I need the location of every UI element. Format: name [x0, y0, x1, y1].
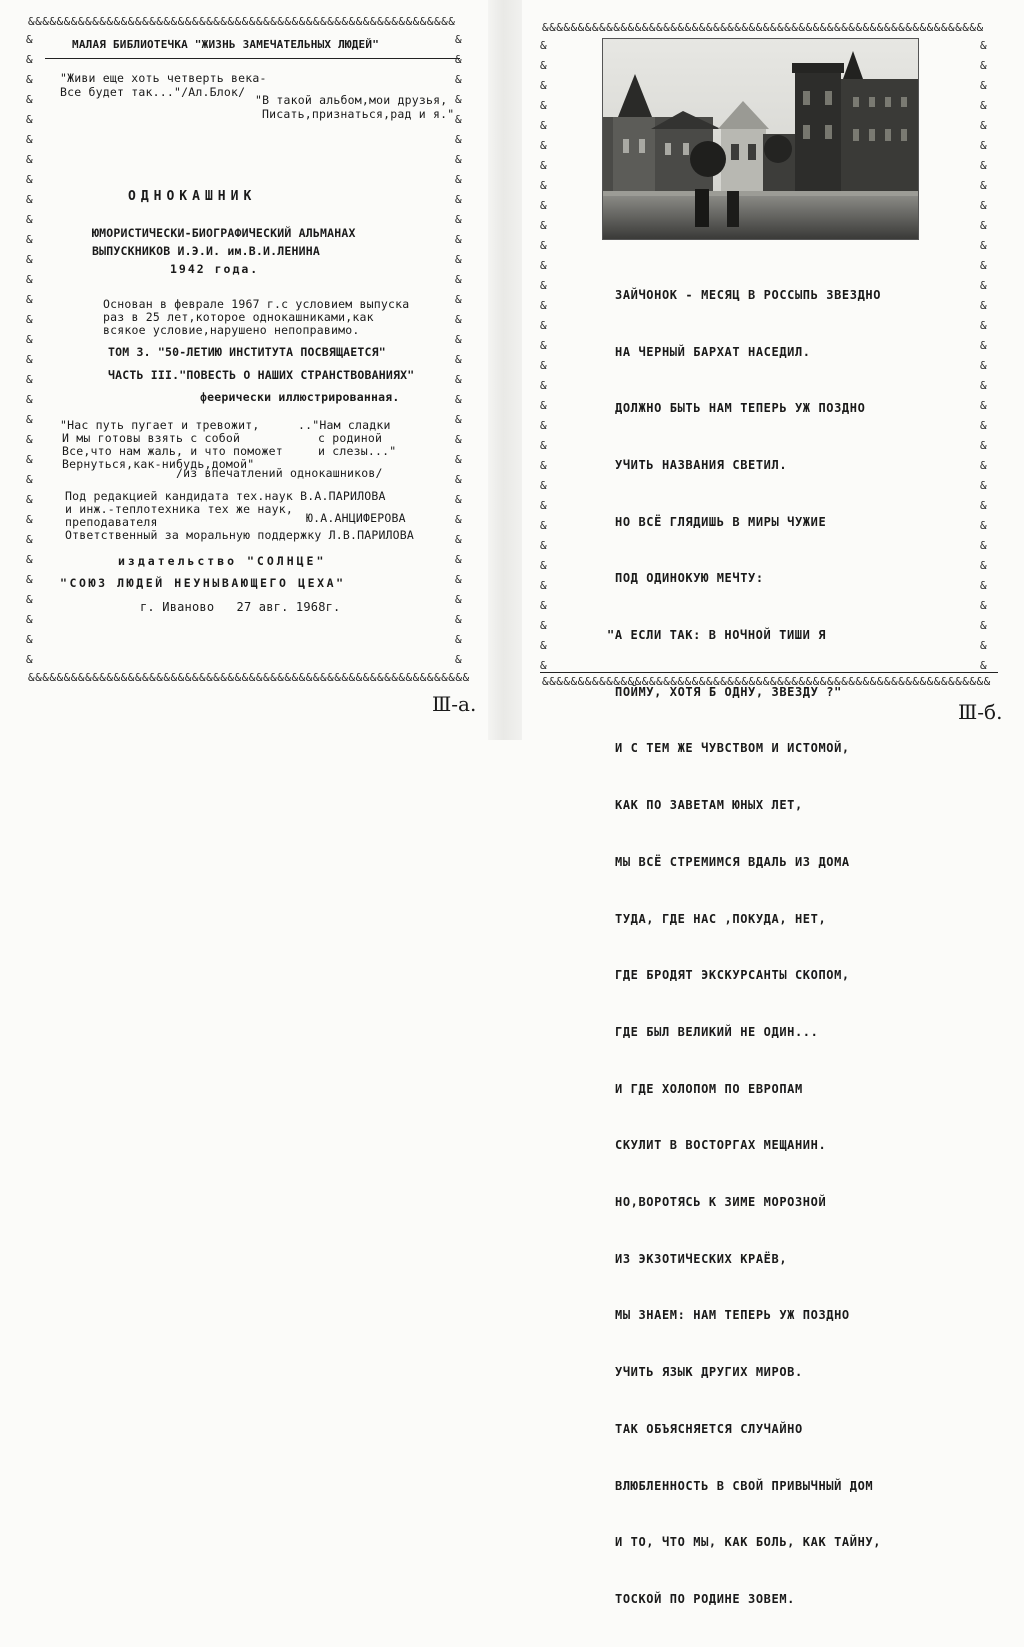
header-rule	[45, 58, 460, 59]
poem-line: НА ЧЕРНЫЙ БАРХАТ НАСЕДИЛ.	[615, 344, 811, 359]
poem-line: УЧИТЬ НАЗВАНИЯ СВЕТИЛ.	[615, 457, 788, 472]
founded-2: раз в 25 лет,которое однокашниками,как	[103, 310, 374, 324]
border-right: & & & & & & & & & & & & & & & & & & & & & & & & & & & & & & & &	[980, 39, 987, 672]
border-top: &&&&&&&&&&&&&&&&&&&&&&&&&&&&&&&&&&&&&&&&&&&&&&&&&&&&&&&&&&&&&&	[542, 21, 984, 34]
page-number-right: Ⅲ-б.	[958, 700, 1003, 724]
series-header: МАЛАЯ БИБЛИОТЕЧКА "ЖИЗНЬ ЗАМЕЧАТЕЛЬНЫХ ЛЮДЕЙ"	[72, 38, 380, 51]
book-gutter	[488, 0, 522, 740]
border-right: & & & & & & & & & & & & & & & & & & & & & & & & & & & & & & & &	[455, 33, 462, 666]
border-left: & & & & & & & & & & & & & & & & & & & & & & & & & & & & & & & &	[26, 33, 33, 666]
quote-right-2: с родиной	[318, 431, 383, 445]
border-left: & & & & & & & & & & & & & & & & & & & & & & & & & & & & & & & &	[540, 39, 547, 672]
poem-line: ТУДА, ГДЕ НАС ,ПОКУДА, НЕТ,	[615, 911, 827, 926]
epigraph-album-2: Писать,признаться,рад и я."	[262, 107, 455, 121]
poem-line: СКУЛИТ В ВОСТОРГАХ МЕЩАНИН.	[615, 1138, 827, 1153]
edited-by-3: преподавателя	[65, 515, 158, 529]
poem-line: ВЛЮБЛЕННОСТЬ В СВОЙ ПРИВЫЧНЫЙ ДОМ	[615, 1478, 874, 1493]
poem-line: ГДЕ БРОДЯТ ЭКСКУРСАНТЫ СКОПОМ,	[615, 968, 850, 983]
poem-line: ГДЕ БЫЛ ВЕЛИКИЙ НЕ ОДИН...	[615, 1024, 819, 1039]
poem-line: ИЗ ЭКЗОТИЧЕСКИХ КРАЁВ,	[615, 1251, 788, 1266]
poem-line: И ТО, ЧТО МЫ, КАК БОЛЬ, КАК ТАЙНУ,	[615, 1535, 882, 1550]
poem-line: ТАК ОБЪЯСНЯЕТСЯ СЛУЧАЙНО	[615, 1421, 803, 1436]
volume-line: ТОМ 3. "50-ЛЕТИЮ ИНСТИТУТА ПОСВЯЩАЕТСЯ"	[108, 345, 386, 359]
epigraph-blok-2: Все будет так..."/Ал.Блок/	[60, 85, 246, 99]
subtitle-3: 1942 года.	[170, 262, 260, 276]
edited-by-4: Ответственный за моральную поддержку Л.В.ПАРИЛОВА	[65, 528, 415, 542]
right-page	[520, 0, 1024, 1606]
poem-line: МЫ ВСЁ СТРЕМИМСЯ ВДАЛЬ ИЗ ДОМА	[615, 854, 850, 869]
quote-right-3: и слезы..."	[318, 444, 397, 458]
poem-line: "А ЕСЛИ ТАК: В НОЧНОЙ ТИШИ Я	[607, 628, 827, 643]
quote-left-3: Все,что нам жаль, и что поможет	[62, 444, 283, 458]
quote-left-4: Вернуться,как-нибудь,домой"	[62, 457, 255, 471]
quote-left-2: И мы готовы взять с собой	[62, 431, 241, 445]
poem-line: НО ВСЁ ГЛЯДИШЬ В МИРЫ ЧУЖИЕ	[615, 514, 827, 529]
almanac-title: ОДНОКАШНИК	[128, 189, 257, 204]
poem-line: И С ТЕМ ЖЕ ЧУВСТВОМ И ИСТОМОЙ,	[615, 741, 850, 756]
border-bottom: &&&&&&&&&&&&&&&&&&&&&&&&&&&&&&&&&&&&&&&&&&&&&&&&&&&&&&&&&&&&&&&	[542, 675, 991, 688]
poem	[607, 248, 882, 1647]
founded-1: Основан в феврале 1967 г.с условием выпуска	[103, 297, 410, 311]
epigraph-blok-1: "Живи еще хоть четверть века-	[60, 71, 267, 85]
castle-photo	[602, 38, 919, 240]
poem-line: ДОЛЖНО БЫТЬ НАМ ТЕПЕРЬ УЖ ПОЗДНО	[615, 401, 866, 416]
poem-line: ТОСКОЙ ПО РОДИНЕ ЗОВЕМ.	[615, 1591, 795, 1606]
border-top: &&&&&&&&&&&&&&&&&&&&&&&&&&&&&&&&&&&&&&&&&&&&&&&&&&&&&&&&&&&&	[28, 15, 456, 28]
castle-photo-image	[603, 39, 918, 239]
poem-line: КАК ПО ЗАВЕТАМ ЮНЫХ ЛЕТ,	[615, 798, 803, 813]
place-date-line: г. Иваново 27 авг. 1968г.	[140, 600, 341, 614]
quote-left-1: "Нас путь пугает и тревожит,	[60, 418, 260, 432]
page-number-left: Ⅲ-а.	[432, 692, 477, 716]
poem-line: ПОД ОДИНОКУЮ МЕЧТУ:	[615, 571, 764, 586]
border-bottom: &&&&&&&&&&&&&&&&&&&&&&&&&&&&&&&&&&&&&&&&&&&&&&&&&&&&&&&&&&&&&&	[28, 671, 470, 684]
founded-3: всякое условие,нарушено непоправимо.	[103, 323, 360, 337]
edited-by-1: Под редакцией кандидата тех.наук В.А.ПАРИЛОВА	[65, 489, 386, 503]
poem-line: МЫ ЗНАЕМ: НАМ ТЕПЕРЬ УЖ ПОЗДНО	[615, 1308, 850, 1323]
publisher-line: издательство "СОЛНЦЕ"	[118, 554, 327, 568]
poem-line: УЧИТЬ ЯЗЫК ДРУГИХ МИРОВ.	[615, 1365, 803, 1380]
illustrated-line: феерически иллюстрированная.	[200, 390, 400, 404]
subtitle-1: ЮМОРИСТИЧЕСКИ-БИОГРАФИЧЕСКИЙ АЛЬМАНАХ	[92, 226, 356, 240]
quote-right-1: .."Нам сладки	[298, 418, 391, 432]
poem-line: И ГДЕ ХОЛОПОМ ПО ЕВРОПАМ	[615, 1081, 803, 1096]
poem-line: НО,ВОРОТЯСЬ К ЗИМЕ МОРОЗНОЙ	[615, 1195, 827, 1210]
epigraph-album-1: "В такой альбом,мои друзья,	[255, 93, 448, 107]
left-page	[0, 0, 490, 740]
subtitle-2: ВЫПУСКНИКОВ И.Э.И. им.В.И.ЛЕНИНА	[92, 244, 320, 258]
poem-line: ЗАЙЧОНОК - МЕСЯЦ В РОССЫПЬ ЗВЕЗДНО	[615, 287, 882, 302]
editor-2: Ю.А.АНЦИФЕРОВА	[306, 511, 406, 525]
poem-line: ПОЙМУ, ХОТЯ Б ОДНУ, ЗВЕЗДУ ?"	[615, 684, 842, 699]
union-line: "СОЮЗ ЛЮДЕЙ НЕУНЫВАЮЩЕГО ЦЕХА"	[60, 576, 346, 590]
quote-source: /из впечатлений однокашников/	[176, 466, 383, 480]
edited-by-2: и инж.-теплотехника тех же наук,	[65, 502, 293, 516]
part-line: ЧАСТЬ III."ПОВЕСТЬ О НАШИХ СТРАНСТВОВАНИЯХ"	[108, 368, 415, 382]
